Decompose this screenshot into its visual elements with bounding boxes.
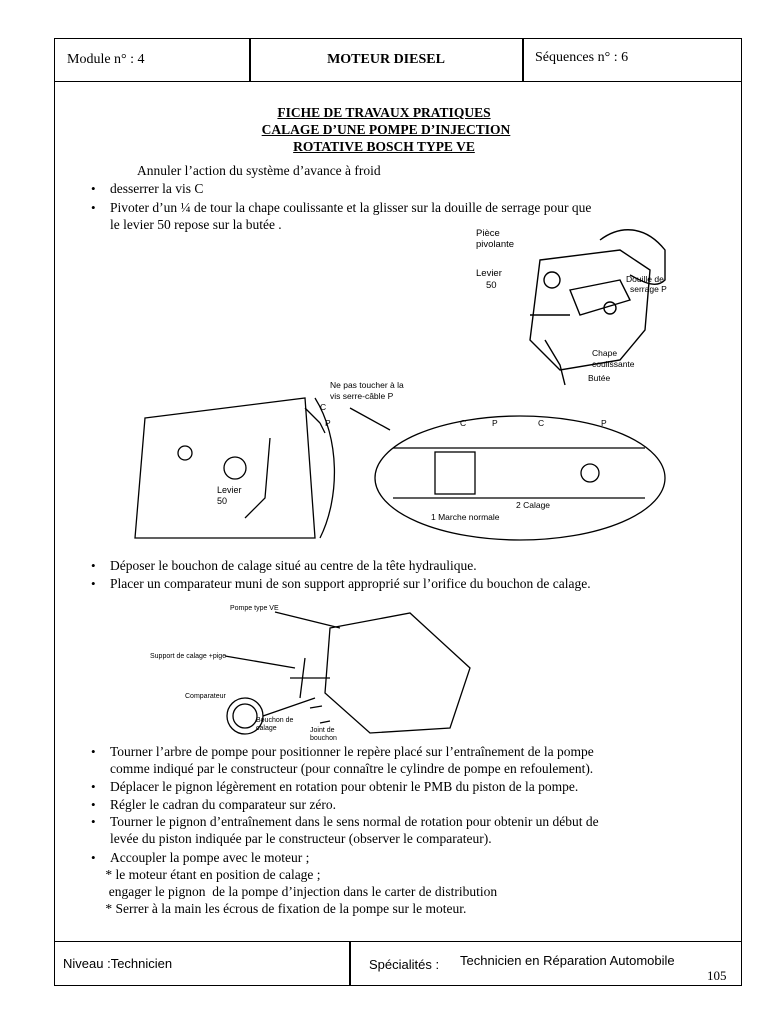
- label-joint: bouchon: [310, 735, 337, 742]
- step-item: • Déposer le bouchon de calage situé au centre de la tête hydraulique.: [110, 557, 477, 574]
- step-item: • Accoupler la pompe avec le moteur ;: [110, 849, 309, 866]
- pump-body-shape: [530, 250, 650, 370]
- footer-specialty: Technicien en Réparation Automobile: [460, 953, 675, 968]
- page-number: 105: [707, 968, 727, 983]
- step-item: • Tourner le pignon d’entraînement dans le sens normal de rotation pour obtenir un début de: [110, 813, 599, 830]
- sheet-title-line-2: CALAGE D’UNE POMPE D’INJECTION: [261, 122, 511, 137]
- label-pompe: Pompe type VE: [230, 605, 279, 612]
- label-p: P: [325, 418, 331, 428]
- label-p: P: [601, 418, 607, 428]
- step-continuation: le levier 50 repose sur la butée .: [110, 217, 282, 232]
- step-item: • Tourner l’arbre de pompe pour positionner le repère placé sur l’entraînement de la pompe: [110, 743, 594, 760]
- label-p: P: [492, 418, 498, 428]
- shaft-lines: [393, 448, 645, 498]
- label-levier: 50: [486, 280, 497, 291]
- adjuster-ring: [224, 457, 246, 479]
- step-item: • Déplacer le pignon légèrement en rotation pour obtenir le PMB du piston de la pompe.: [110, 778, 578, 795]
- label-comparateur: Comparateur: [185, 693, 226, 700]
- header-divider: [522, 39, 524, 81]
- note-text: Ne pas toucher à la: [330, 380, 404, 390]
- label-marche: 1 Marche normale: [431, 512, 500, 522]
- module-number: Module n° : 4: [67, 52, 145, 67]
- sheet-title-line-1: FICHE DE TRAVAUX PRATIQUES: [277, 105, 491, 120]
- label-douille: serrage P: [630, 284, 667, 294]
- figure-pump-lever: [470, 220, 670, 388]
- label-joint: Joint de: [310, 727, 335, 734]
- label-levier: Levier: [476, 268, 502, 279]
- sub-step: * Serrer à la main les écrous de fixation de la pompe sur le moteur.: [102, 901, 467, 916]
- footer-level: Niveau :Technicien: [63, 956, 173, 971]
- footer-row: [55, 941, 741, 986]
- note-text: vis serre-câble P: [330, 391, 394, 401]
- intro-text: Annuler l’action du système d’avance à froid: [137, 163, 381, 178]
- label-c: C: [320, 402, 327, 412]
- label-c: C: [538, 418, 545, 428]
- label-levier: Levier: [217, 485, 242, 495]
- header-title: MOTEUR DIESEL: [327, 52, 445, 67]
- comparator-face: [233, 704, 257, 728]
- figure-comparator: [150, 598, 480, 743]
- footer-specialties-label: Spécialités :: [369, 957, 440, 972]
- bouchon-parts: [310, 706, 330, 723]
- step-item: • desserrer la vis C: [110, 180, 203, 197]
- footer-divider: [349, 942, 351, 986]
- calage-screw: [581, 464, 599, 482]
- label-piece: pivolante: [476, 239, 515, 250]
- sheet-title-line-3: ROTATIVE BOSCH TYPE VE: [293, 139, 475, 154]
- bolt-head: [178, 446, 192, 460]
- label-c: C: [460, 418, 467, 428]
- step-continuation: levée du piston indiquée par le constructeur (observer le comparateur).: [110, 831, 492, 846]
- label-chape: Chape: [592, 348, 618, 358]
- label-calage: 2 Calage: [516, 500, 551, 510]
- comparator-stem: [263, 698, 315, 716]
- pump-ve-shape: [325, 613, 470, 733]
- pump-housing-shape: [135, 398, 315, 538]
- step-item: • Régler le cadran du comparateur sur zéro.: [110, 796, 336, 813]
- chape-shape: [570, 280, 630, 315]
- pointer-arrow: [350, 408, 390, 430]
- levier-arm: [245, 438, 270, 518]
- sequence-number: Séquences n° : 6: [535, 50, 629, 65]
- zoom-oval: [375, 416, 665, 540]
- sub-step: engager le pignon de la pompe d’injection dans le carter de distribution: [102, 884, 498, 899]
- label-butee: Butée: [588, 373, 611, 383]
- support-shape: [290, 658, 330, 698]
- sub-step: * le moteur étant en position de calage ;: [102, 867, 321, 882]
- douille-bolt: [604, 302, 616, 314]
- label-levier: 50: [217, 496, 228, 506]
- lever-pivot: [544, 272, 560, 288]
- figure-pump-detail: [125, 378, 670, 548]
- step-continuation: comme indiqué par le constructeur (pour connaître le cylindre de pompe en refoulement).: [110, 761, 594, 776]
- leader-lines: [225, 612, 340, 668]
- header-row: [55, 39, 741, 82]
- label-douille: Douille de: [626, 274, 664, 284]
- marche-window: [435, 452, 475, 494]
- label-chape: coulissante: [592, 359, 635, 369]
- label-bouchon: Bouchon de: [256, 717, 294, 724]
- label-piece: Pièce: [476, 228, 500, 239]
- label-bouchon: calage: [256, 725, 277, 732]
- step-item: • Pivoter d’un ¼ de tour la chape coulissante et la glisser sur la douille de serrage pour que: [110, 199, 591, 216]
- label-support: Support de calage +pige: [150, 653, 227, 660]
- step-item: • Placer un comparateur muni de son support approprié sur l’orifice du bouchon de calage.: [110, 575, 591, 592]
